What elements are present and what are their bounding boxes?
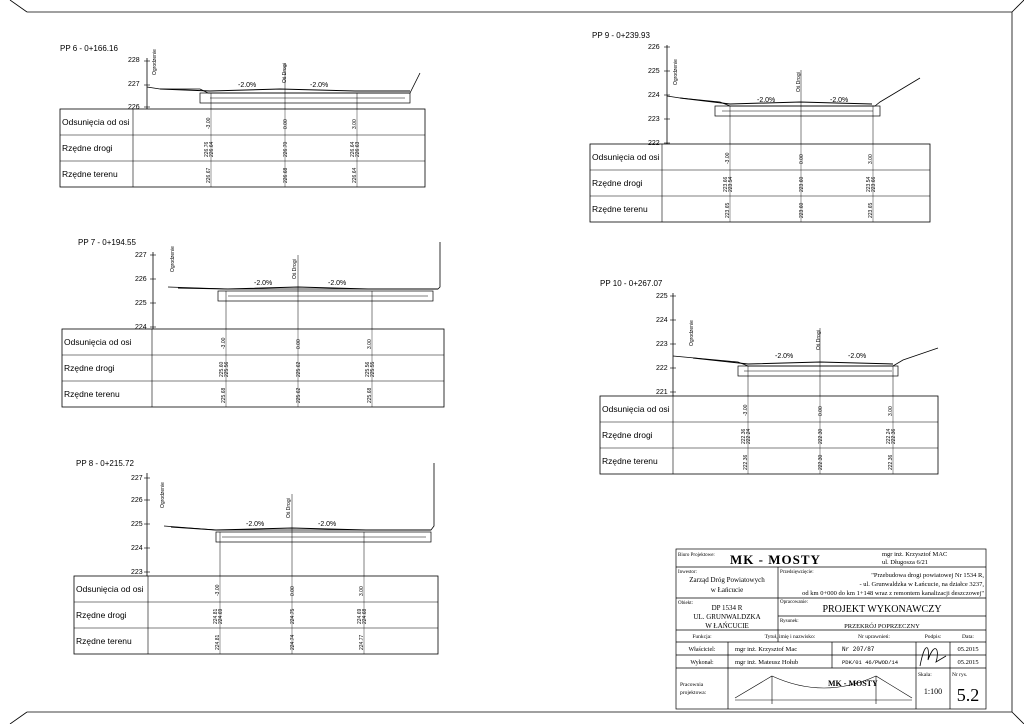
terrain-elevation: 223.65 <box>868 202 874 218</box>
terrain-elevation: 222.36 <box>888 454 894 470</box>
offset-value: 0.00 <box>296 339 302 349</box>
row-offsets-label: Odsunięcia od osi <box>592 152 660 162</box>
object-label: Obiekt: <box>678 601 693 606</box>
terrain-elevation: 223.60 <box>799 202 805 218</box>
cross-section-pp7 <box>62 238 444 407</box>
fence-label: Ogrodzenie <box>689 320 695 346</box>
slope-label-left: -2.0% <box>757 97 776 104</box>
studio-label: Pracownia <box>680 682 704 688</box>
cross-section-pp6 <box>60 44 425 187</box>
slope-label-right: -2.0% <box>328 280 347 287</box>
road-elevation: 225.56 <box>365 361 371 377</box>
road-axis-label: Oś Drogi <box>816 330 822 350</box>
section-title: PP 10 - 0+267.07 <box>600 279 663 288</box>
axis-tick-label: 223 <box>648 116 660 123</box>
header-name: Tytuł, imię i nazwisko: <box>764 634 816 640</box>
row-terrain-label: Rzędne terenu <box>62 169 118 179</box>
title-block-text <box>678 551 984 705</box>
project-line: - ul. Grunwaldzka w Łańcucie, na działce 3237, <box>859 581 984 588</box>
axis-tick-label: 227 <box>135 252 147 259</box>
row-offsets-label: Odsunięcia od osi <box>62 117 130 127</box>
terrain-elevation: 224.74 <box>290 634 296 650</box>
road-elevation: 224.69 <box>357 608 363 624</box>
object-line: W ŁAŃCUCIE <box>705 622 749 630</box>
bureau-address: ul. Długosza 6/21 <box>882 559 929 566</box>
axis-tick-label: 224 <box>656 317 668 324</box>
road-elevation: 225.56 <box>224 361 230 377</box>
offset-value: -3.00 <box>743 404 749 416</box>
slope-label-left: -2.0% <box>246 521 265 528</box>
offset-value: 0.00 <box>290 586 296 596</box>
row-road-label: Rzędne drogi <box>76 610 127 620</box>
axis-tick-label: 222 <box>656 365 668 372</box>
offset-value: 3.00 <box>359 586 365 596</box>
road-elevation: 226.63 <box>355 141 361 157</box>
axis-tick-label: 224 <box>135 324 147 331</box>
road-elevation: 226.70 <box>283 141 289 157</box>
offset-value: 0.00 <box>283 119 289 129</box>
road-elevation: 225.62 <box>296 361 302 377</box>
slope-label-right: -2.0% <box>848 353 867 360</box>
road-elevation: 224.68 <box>362 608 368 624</box>
terrain-line <box>673 348 938 366</box>
fence-label: Ogrodzenie <box>152 49 158 75</box>
axis-tick-label: 225 <box>131 521 143 528</box>
owner-date: 05.2015 <box>957 646 979 653</box>
road-elevation: 223.66 <box>871 176 877 192</box>
scale-value: 1:100 <box>923 687 943 696</box>
header-license: Nr uprawnień: <box>858 634 890 640</box>
road-elevation: 223.66 <box>723 176 729 192</box>
offset-value: 0.00 <box>799 154 805 164</box>
author-name: mgr inż. Mateusz Hołub <box>735 659 799 666</box>
fence-label: Ogrodzenie <box>170 246 176 272</box>
cross-section-pp8 <box>74 459 438 654</box>
road-elevation: 222.30 <box>818 428 824 444</box>
road-elevation: 224.81 <box>213 608 219 624</box>
investor-line: Zarząd Dróg Powiatowych <box>689 576 765 584</box>
drawing-title: PRZEKRÓJ POPRZECZNY <box>844 623 920 630</box>
section-title: PP 7 - 0+194.55 <box>78 238 136 247</box>
terrain-elevation: 225.62 <box>296 387 302 403</box>
road-surface <box>171 527 431 530</box>
terrain-elevation: 224.77 <box>359 634 365 650</box>
axis-tick-label: 226 <box>131 497 143 504</box>
row-road-label: Rzędne drogi <box>64 363 115 373</box>
studio-label: projektowa: <box>680 690 707 696</box>
axis-tick-label: 222 <box>648 140 660 147</box>
sheet-label: Nr rys. <box>952 672 968 678</box>
axis-tick-label: 227 <box>131 475 143 482</box>
investor-label: Inwestor: <box>678 570 697 575</box>
study-label: Opracowanie: <box>780 600 809 605</box>
slope-label-left: -2.0% <box>254 280 273 287</box>
slope-label-right: -2.0% <box>830 97 849 104</box>
road-elevation: 222.36 <box>741 428 747 444</box>
object-line: DP 1534 R <box>711 604 743 612</box>
scale-label: Skala: <box>918 672 932 678</box>
terrain-elevation: 222.36 <box>743 454 749 470</box>
bridge-logo-icon <box>735 676 912 704</box>
offset-value: -3.00 <box>725 152 731 164</box>
terrain-elevation: 225.68 <box>367 387 373 403</box>
axis-tick-label: 227 <box>128 81 140 88</box>
axis-tick-label: 224 <box>648 92 660 99</box>
road-elevation: 226.64 <box>350 141 356 157</box>
offset-value: -3.00 <box>206 117 212 129</box>
axis-tick-label: 225 <box>656 293 668 300</box>
drawing-label: Rysunek: <box>780 619 799 624</box>
offset-value: -3.00 <box>215 584 221 596</box>
row-road-label: Rzędne drogi <box>602 430 653 440</box>
owner-name: mgr inż. Krzysztof Mac <box>735 646 798 653</box>
offset-value: 3.00 <box>367 339 373 349</box>
terrain-elevation: 222.30 <box>818 454 824 470</box>
slope-label-left: -2.0% <box>775 353 794 360</box>
section-title: PP 6 - 0+166.16 <box>60 44 118 53</box>
road-elevation: 226.76 <box>204 141 210 157</box>
road-elevation: 223.54 <box>866 176 872 192</box>
row-road-label: Rzędne drogi <box>62 143 113 153</box>
owner-license: Nr 207/87 <box>842 646 875 653</box>
slope-label-right: -2.0% <box>310 82 329 89</box>
axis-tick-label: 224 <box>131 545 143 552</box>
road-axis-label: Oś Drogi <box>286 498 292 518</box>
offset-value: -3.00 <box>221 337 227 349</box>
cross-section-pp10 <box>600 279 938 474</box>
header-date: Data: <box>962 634 974 640</box>
terrain-elevation: 223.65 <box>725 202 731 218</box>
sheet-number: 5.2 <box>956 685 980 705</box>
road-elevation: 223.54 <box>728 176 734 192</box>
offset-value: 3.00 <box>352 119 358 129</box>
road-elevation: 222.36 <box>891 428 897 444</box>
slope-label-right: -2.0% <box>318 521 337 528</box>
axis-tick-label: 225 <box>135 300 147 307</box>
road-elevation: 224.75 <box>290 608 296 624</box>
terrain-elevation: 224.81 <box>215 634 221 650</box>
slope-label-left: -2.0% <box>238 82 257 89</box>
author-date: 05.2015 <box>957 659 979 666</box>
author-role: Wykonał: <box>690 660 714 666</box>
header-signature: Podpis: <box>924 634 942 640</box>
road-axis-label: Oś Drogi <box>292 259 298 279</box>
road-elevation: 223.60 <box>799 176 805 192</box>
row-terrain-label: Rzędne terenu <box>76 636 132 646</box>
axis-tick-label: 223 <box>131 569 143 576</box>
offset-value: 3.00 <box>888 406 894 416</box>
row-road-label: Rzędne drogi <box>592 178 643 188</box>
row-offsets-label: Odsunięcia od osi <box>64 337 132 347</box>
axis-tick-label: 228 <box>128 57 140 64</box>
bureau-person: mgr inż. Krzysztof MAC <box>882 551 948 558</box>
axis-tick-label: 223 <box>656 341 668 348</box>
row-terrain-label: Rzędne terenu <box>592 204 648 214</box>
road-elevation: 225.55 <box>370 361 376 377</box>
row-terrain-label: Rzędne terenu <box>602 456 658 466</box>
fence-label: Ogrodzenie <box>673 59 679 85</box>
offset-value: 0.00 <box>818 406 824 416</box>
company-logo: MK - MOSTY <box>730 552 821 567</box>
axis-tick-label: 226 <box>135 276 147 283</box>
terrain-elevation: 225.68 <box>221 387 227 403</box>
axis-tick-label: 225 <box>648 68 660 75</box>
header-function: Funkcja: <box>692 634 712 640</box>
cross-section-pp9 <box>590 31 930 222</box>
terrain-line <box>164 463 434 530</box>
axis-tick-label: 221 <box>656 389 668 396</box>
axis-tick-label: 226 <box>128 104 140 111</box>
road-elevation: 222.24 <box>746 428 752 444</box>
terrain-line <box>168 242 440 289</box>
terrain-elevation: 226.64 <box>352 167 358 183</box>
axis-tick-label: 226 <box>648 44 660 51</box>
row-offsets-label: Odsunięcia od osi <box>602 404 670 414</box>
company-logo-small: MK - MOSTY <box>828 679 878 688</box>
offset-value: 3.00 <box>868 154 874 164</box>
terrain-elevation: 226.67 <box>206 167 212 183</box>
section-title: PP 8 - 0+215.72 <box>76 459 134 468</box>
bureau-label: Biuro Projektowe: <box>678 553 715 558</box>
road-elevation: 224.69 <box>218 608 224 624</box>
row-offsets-label: Odsunięcia od osi <box>76 584 144 594</box>
study-title: PROJEKT WYKONAWCZY <box>822 604 942 615</box>
row-terrain-label: Rzędne terenu <box>64 389 120 399</box>
fence-label: Ogrodzenie <box>160 482 166 508</box>
road-elevation: 226.64 <box>209 141 215 157</box>
object-line: UL. GRUNWALDZKA <box>693 613 761 621</box>
project-line: "Przebudowa drogi powiatowej Nr 1534 R, <box>871 572 984 579</box>
road-axis-label: Oś Drogi <box>282 63 288 83</box>
investor-line: w Łańcucie <box>710 586 744 594</box>
project-line: od km 0+000 do km 1+148 wraz z remontem kanalizacji deszczowej" <box>802 590 984 597</box>
owner-role: Właściciel: <box>688 647 716 653</box>
section-title: PP 9 - 0+239.93 <box>592 31 650 40</box>
road-elevation: 225.60 <box>219 361 225 377</box>
author-license: PDK/01 46/PWOD/14 <box>842 659 899 666</box>
terrain-elevation: 226.68 <box>283 167 289 183</box>
project-label: Przedsięwzięcie: <box>780 570 814 575</box>
signature <box>920 648 946 666</box>
road-axis-label: Oś Drogi <box>796 72 802 92</box>
road-elevation: 222.24 <box>886 428 892 444</box>
